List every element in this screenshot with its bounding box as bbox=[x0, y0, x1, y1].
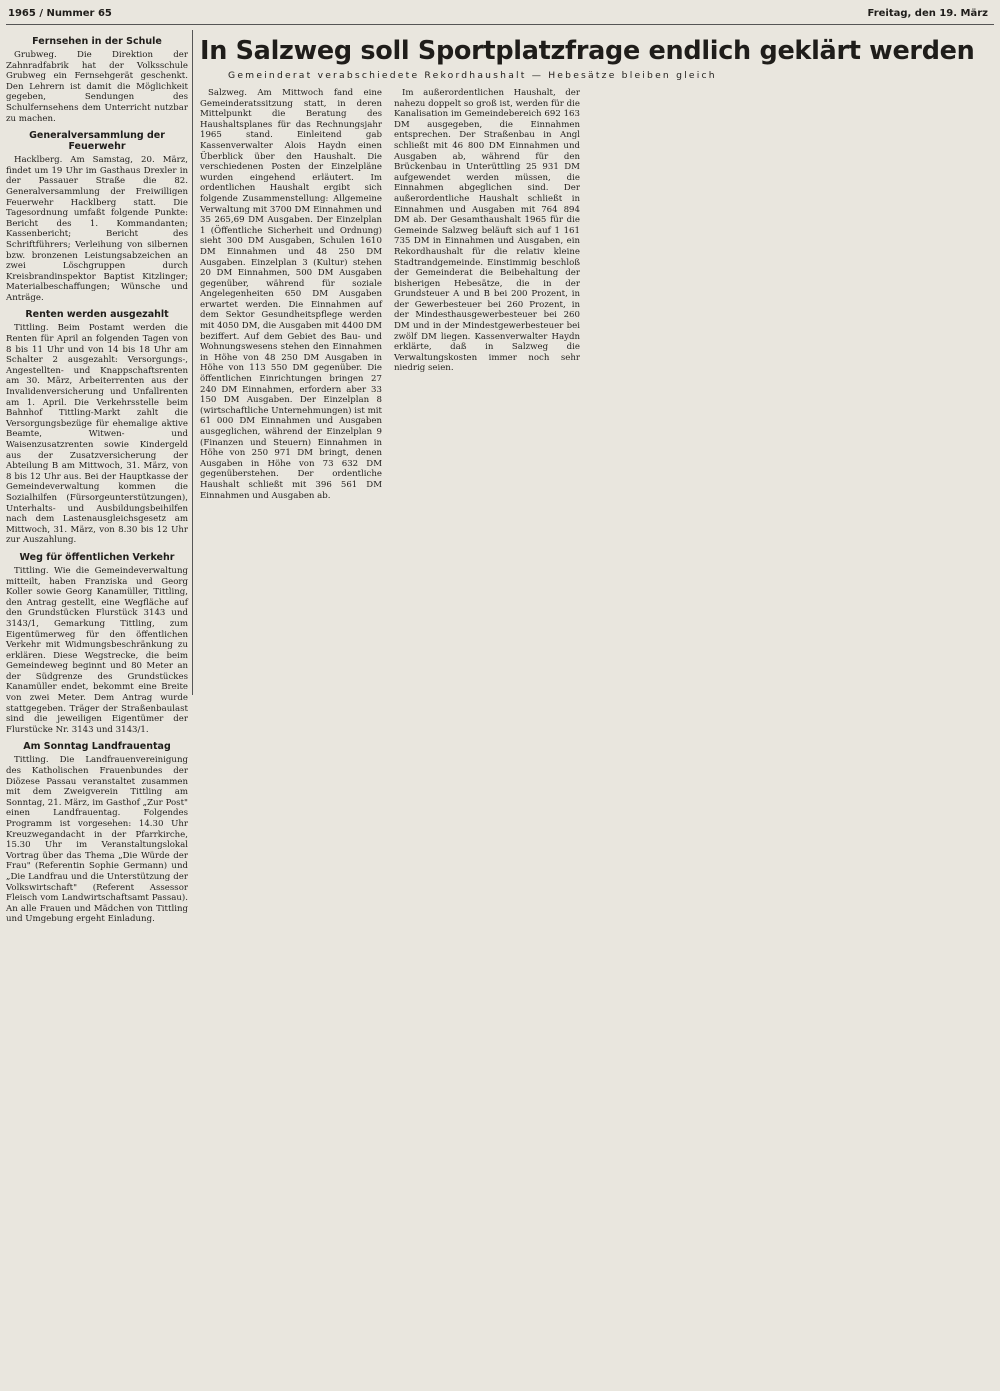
column-rule bbox=[192, 30, 193, 695]
column-local-news bbox=[6, 30, 188, 925]
main-headline: In Salzweg soll Sportplatzfrage endlich geklärt werden bbox=[200, 36, 975, 66]
article-weg bbox=[6, 552, 188, 736]
article-heading: Weg für öffentlichen Verkehr bbox=[19, 551, 175, 563]
article-text: Tittling. Die Landfrauenvereinigung des Katholischen Frauenbundes der Diözese Passau veranstaltet zusammen mit dem Zweigverein Tittling am Sonntag, 21. März, im Gasthof „Zur Post" einen Landfrauentag. Folgendes Programm ist vorgesehen: 14.30 Uhr Kreuzwegandacht in der Pfarrkirche, 15.30 Uhr im Veranstaltungslokal Vortrag über das Thema „Die Würde der Frau" (Referentin Sophie Germann) und „Die Landfrau und die Unterstützung der Volkswirtschaft" (Referent Assessor Fleisch vom Landwirtschaftsamt Passau). An alle Frauen und Mädchen von Tittling und Umgebung ergeht Einladung. bbox=[6, 755, 188, 925]
article-text: Hacklberg. Am Samstag, 20. März, findet um 19 Uhr im Gasthaus Drexler in der Passauer Straße die 82. Generalversammlung der Freiwilligen Feuerwehr Hacklberg statt. Die Tagesordnung umfaßt folgende Punkte: Bericht des 1. Kommandanten; Kassenbericht; Bericht des Schriftführers; Verleihung von silbernen bzw. bronzenen Leistungsabzeichen an zwei Löschgruppen durch Kreisbrandinspektor Baptist Kitzlinger; Materialbeschaffungen; Wünsche und Anträge. bbox=[6, 155, 188, 303]
article-fernsehen bbox=[6, 36, 188, 124]
page-header-date: Freitag, den 19. März bbox=[867, 8, 988, 19]
salzweg-col-1 bbox=[200, 88, 382, 688]
article-text: Grubweg. Die Direktion der Zahnradfabrik hat der Volksschule Grubweg ein Fernsehgerät geschenkt. Den Lehrern ist damit die Möglichkeit gegeben, Sendungen des Schulfernsehens dem Unterricht nutzbar zu machen. bbox=[6, 50, 188, 124]
article-renten bbox=[6, 309, 188, 545]
article-heading: Generalversammlung der Feuerwehr bbox=[29, 130, 165, 153]
article-text: Tittling. Beim Postamt werden die Renten für April an folgenden Tagen von 8 bis 11 Uhr und von 14 bis 18 Uhr am Schalter 2 ausgezahlt: Versorgungs-, Angestellten- und Knappschaftsrenten am 30. März, Arbeiterrenten aus der Invalidenversicherung und Unfallrenten am 1. April. Die Verkehrsstelle beim Bahnhof Tittling-Markt zahlt die Versorgungsbezüge für ehemalige aktive Beamte, Witwen- und Waisenzusatzrenten sowie Kindergeld aus der Zusatzversicherung der Abteilung B am Mittwoch, 31. März, von 8 bis 12 Uhr aus. Bei der Hauptkasse der Gemeindeverwaltung kommen die Sozialhilfen (Fürsorgeunterstützungen), Unterhalts- und Ausbildungsbeihilfen nach dem Lastenausgleichsgesetz am Mittwoch, 31. März, von 8.30 bis 12 Uhr zur Auszahlung. bbox=[6, 323, 188, 546]
article-heading: Fernsehen in der Schule bbox=[32, 36, 162, 47]
article-heading: Am Sonntag Landfrauentag bbox=[23, 741, 171, 753]
salzweg-col-2 bbox=[394, 88, 580, 688]
article-landfrauentag bbox=[6, 741, 188, 925]
main-subheadline: Gemeinderat verabschiedete Rekordhaushalt — Hebesätze bleiben gleich bbox=[228, 70, 717, 81]
article-heading: Renten werden ausgezahlt bbox=[25, 309, 169, 321]
article-text: Tittling. Wie die Gemeindeverwaltung mitteilt, haben Franziska und Georg Koller sowie Georg Kanamüller, Tittling, den Antrag gestellt, eine Wegfläche auf den Grundstücken Flurstück 3143 und 3143/1, Gemarkung Tittling, zum Eigentümerweg für den öffentlichen Verkehr mit Widmungsbeschränkung zu erklären. Diese Wegstrecke, die beim Gemeindeweg beginnt und 80 Meter an der Südgrenze des Grundstückes Kanamüller endet, bekommt eine Breite von zwei Meter. Dem Antrag wurde stattgegeben. Träger der Straßenbaulast sind die jeweiligen Eigentümer der Flurstücke Nr. 3143 und 3143/1. bbox=[6, 565, 188, 735]
header-rule bbox=[6, 24, 994, 25]
page-header-issue: 1965 / Nummer 65 bbox=[8, 8, 112, 19]
article-text: Im außerordentlichen Haushalt, der nahezu doppelt so groß ist, werden für die Kanalisation im Gemeindebereich 692 163 DM ausgegeben, die Einnahmen entsprechen. Der Straßenbau in Angl schließt mit 46 800 DM Einnahmen und Ausgaben ab, während für den Brückenbau in Unterüttling 25 931 DM aufgewendet werden müssen, die Einnahmen abgeglichen sind. Der außerordentliche Haushalt schließt in Einnahmen und Ausgaben mit 764 894 DM ab. Der Gesamthaushalt 1965 für die Gemeinde Salzweg beläuft sich auf 1 161 735 DM in Einnahmen und Ausgaben, ein Rekordhaushalt für die relativ kleine Stadtrandgemeinde. Einstimmig beschloß der Gemeinderat die Beibehaltung der bisherigen Hebesätze, die in der Grundsteuer A und B bei 200 Prozent, in der Gewerbesteuer bei 260 Prozent, in der Mindesthausgewerbesteuer bei 260 DM und in der Mindestgewerbesteuer bei zwölf DM liegen. Kassenverwalter Haydn erklärte, daß in Salzweg die Verwaltungskosten immer noch sehr niedrig seien. bbox=[394, 88, 580, 374]
article-text: Salzweg. Am Mittwoch fand eine Gemeinderatssitzung statt, in deren Mittelpunkt die Beratung des Haushaltsplanes für das Rechnungsjahr 1965 stand. Einleitend gab Kassenverwalter Alois Haydn einen Überblick über den Haushalt. Die verschiedenen Posten der Einzelpläne wurden eingehend erläutert. Im ordentlichen Haushalt ergibt sich folgende Zusammenstellung: Allgemeine Verwaltung mit 3700 DM Einnahmen und 35 265,69 DM Ausgaben. Der Einzelplan 1 (Öffentliche Sicherheit und Ordnung) sieht 300 DM Ausgaben, Schulen 1610 DM Einnahmen und 48 250 DM Ausgaben. Einzelplan 3 (Kultur) stehen 20 DM Einnahmen, 500 DM Ausgaben gegenüber, während für soziale Angelegenheiten 650 DM Ausgaben erwartet werden. Die Einnahmen auf dem Sektor Gesundheitspflege werden mit 4050 DM, die Ausgaben mit 4400 DM beziffert. Auf dem Gebiet des Bau- und Wohnungswesens stehen den Einnahmen in Höhe von 48 250 DM Ausgaben in Höhe von 113 550 DM gegenüber. Die öffentlichen Einrichtungen bringen 27 240 DM Einnahmen, erfordern aber 33 150 DM Ausgaben. Der Einzelplan 8 (wirtschaftliche Unternehmungen) ist mit 61 000 DM Einnahmen und Ausgaben ausgeglichen, während der Einzelplan 9 (Finanzen und Steuern) Einnahmen in Höhe von 250 971 DM bringt, denen Ausgaben in Höhe von 73 632 DM gegenüberstehen. Der ordentliche Haushalt schließt mit 396 561 DM Einnahmen und Ausgaben ab. bbox=[200, 88, 382, 501]
article-feuerwehr bbox=[6, 130, 188, 303]
